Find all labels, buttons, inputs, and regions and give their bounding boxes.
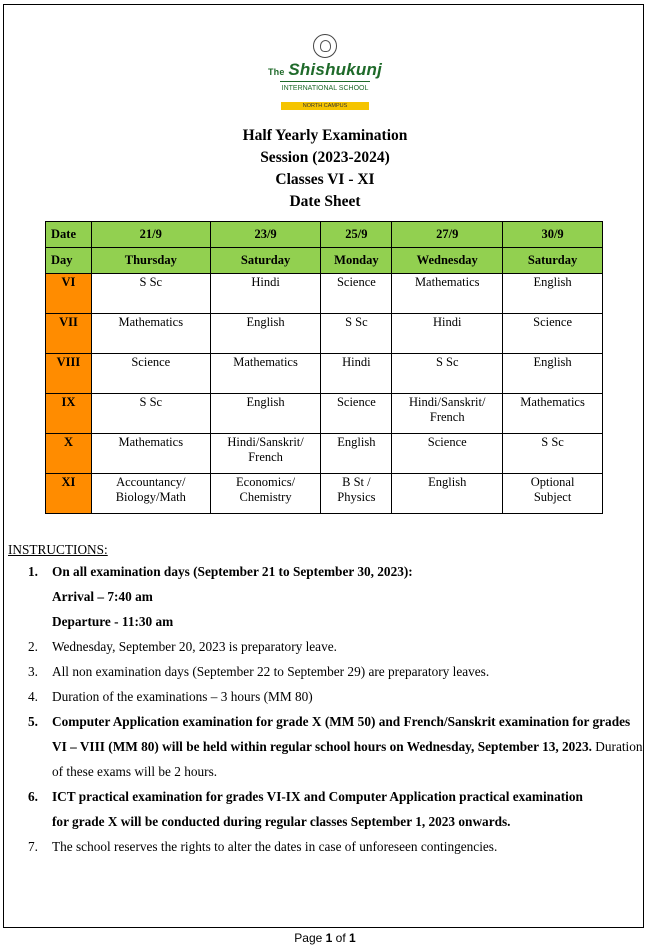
subject-line: B St / bbox=[342, 475, 371, 489]
date-cell: 21/9 bbox=[91, 222, 210, 248]
date-cell: 30/9 bbox=[503, 222, 603, 248]
subject-cell bbox=[210, 394, 321, 434]
subject-line: English bbox=[337, 435, 376, 449]
instruction-line: Wednesday, September 20, 2023 is preparatory leave. bbox=[52, 639, 337, 654]
subject-cell bbox=[503, 434, 603, 474]
subject-line: Science bbox=[336, 395, 376, 409]
subject-line: Subject bbox=[533, 490, 572, 504]
date-label: Date bbox=[46, 222, 92, 248]
instruction-number: 7. bbox=[28, 839, 38, 854]
subject-line: Science bbox=[533, 315, 572, 329]
instruction-line: for grade X will be conducted during regular classes September 1, 2023 onwards. bbox=[52, 814, 511, 829]
day-cell: Saturday bbox=[210, 248, 321, 274]
class-cell: VIII bbox=[46, 354, 92, 394]
subject-cell bbox=[392, 394, 503, 434]
subject-cell bbox=[91, 354, 210, 394]
instruction-item bbox=[8, 784, 643, 834]
subject-cell bbox=[321, 474, 392, 514]
instruction-bold-text: Computer Application examination for grade X (MM 50) and French/Sanskrit examination for grades VI – VIII (MM 80) will be held within regular school hours on Wednesday, September 13, 2023. bbox=[52, 714, 631, 754]
subject-line: Hindi/Sanskrit/ bbox=[409, 395, 486, 409]
instruction-item bbox=[8, 684, 643, 709]
subject-line: English bbox=[533, 275, 572, 289]
subject-line: S Sc bbox=[139, 395, 163, 409]
exam-title: Half Yearly Examination bbox=[242, 127, 408, 144]
class-cell: X bbox=[46, 434, 92, 474]
instruction-number: 1. bbox=[28, 564, 38, 579]
day-cell: Saturday bbox=[503, 248, 603, 274]
subject-line: Mathematics bbox=[520, 395, 585, 409]
subject-cell bbox=[321, 274, 392, 314]
subject-cell bbox=[210, 354, 321, 394]
instruction-number: 4. bbox=[28, 689, 38, 704]
instruction-line: All non examination days (September 22 to September 29) are preparatory leaves. bbox=[52, 664, 490, 679]
subject-line: Mathematics bbox=[233, 355, 298, 369]
subject-cell bbox=[210, 434, 321, 474]
subject-line: Chemistry bbox=[239, 490, 292, 504]
subject-line: Mathematics bbox=[118, 315, 184, 329]
class-row bbox=[46, 354, 603, 394]
class-row bbox=[46, 394, 603, 434]
footer-of: of bbox=[332, 931, 350, 945]
instruction-line: Departure - 11:30 am bbox=[52, 614, 174, 629]
date-row bbox=[46, 222, 603, 248]
subject-line: Biology/Math bbox=[115, 490, 186, 504]
subject-line: S Sc bbox=[345, 315, 368, 329]
subject-cell bbox=[91, 394, 210, 434]
instruction-number: 3. bbox=[28, 664, 38, 679]
date-cell: 25/9 bbox=[321, 222, 392, 248]
instruction-line: The school reserves the rights to alter the dates in case of unforeseen contingencies. bbox=[52, 839, 498, 854]
subject-line: Hindi bbox=[342, 355, 371, 369]
subject-cell bbox=[321, 314, 392, 354]
class-cell: VII bbox=[46, 314, 92, 354]
subject-cell bbox=[91, 274, 210, 314]
subject-line: English bbox=[246, 315, 285, 329]
day-label: Day bbox=[46, 248, 92, 274]
subject-line: French bbox=[248, 450, 283, 464]
instruction-line: On all examination days (September 21 to September 30, 2023): bbox=[52, 564, 413, 579]
instruction-text: Duration of these exams will be 2 hours. bbox=[52, 739, 643, 779]
school-emblem-icon bbox=[313, 34, 337, 58]
datesheet-title: Date Sheet bbox=[289, 193, 361, 210]
subject-line: S Sc bbox=[541, 435, 564, 449]
class-cell: IX bbox=[46, 394, 92, 434]
instructions-heading: INSTRUCTIONS: bbox=[8, 542, 108, 557]
subject-line: English bbox=[428, 475, 467, 489]
session-title: Session (2023-2024) bbox=[260, 149, 390, 166]
instructions-list bbox=[8, 559, 643, 859]
date-sheet-table bbox=[45, 221, 603, 514]
subject-cell bbox=[91, 434, 210, 474]
instruction-item bbox=[8, 709, 643, 784]
instruction-item bbox=[8, 659, 643, 684]
instruction-item bbox=[8, 834, 643, 859]
document-titles bbox=[0, 125, 650, 213]
date-cell: 23/9 bbox=[210, 222, 321, 248]
subject-cell bbox=[503, 314, 603, 354]
footer-prefix: Page bbox=[294, 931, 326, 945]
instruction-line: Duration of the examinations – 3 hours (MM 80) bbox=[52, 689, 313, 704]
subject-line: Hindi bbox=[432, 315, 462, 329]
subject-cell bbox=[210, 314, 321, 354]
subject-line: S Sc bbox=[139, 275, 163, 289]
instruction-number: 2. bbox=[28, 639, 38, 654]
instruction-number: 6. bbox=[28, 789, 38, 804]
instruction-line: Arrival – 7:40 am bbox=[52, 589, 153, 604]
date-cell: 27/9 bbox=[392, 222, 503, 248]
subject-line: Science bbox=[427, 435, 467, 449]
subject-line: Optional bbox=[530, 475, 575, 489]
class-row bbox=[46, 434, 603, 474]
subject-line: Mathematics bbox=[118, 435, 184, 449]
class-row bbox=[46, 274, 603, 314]
footer-current-page: 1 bbox=[325, 931, 333, 945]
footer-total-pages: 1 bbox=[349, 931, 356, 945]
subject-cell bbox=[392, 274, 503, 314]
school-logo bbox=[0, 34, 650, 112]
school-name bbox=[0, 62, 650, 80]
subject-line: Science bbox=[336, 275, 376, 289]
subject-cell bbox=[503, 274, 603, 314]
subject-cell bbox=[392, 314, 503, 354]
subject-cell bbox=[392, 434, 503, 474]
school-name-prefix: The bbox=[267, 67, 285, 77]
subject-line: Hindi bbox=[251, 275, 280, 289]
subject-line: S Sc bbox=[435, 355, 459, 369]
day-cell: Wednesday bbox=[392, 248, 503, 274]
subject-line: French bbox=[429, 410, 465, 424]
subject-cell bbox=[503, 474, 603, 514]
campus-band: NORTH CAMPUS bbox=[281, 102, 370, 110]
subject-cell bbox=[392, 474, 503, 514]
subject-cell bbox=[503, 394, 603, 434]
subject-cell bbox=[210, 474, 321, 514]
subject-cell bbox=[91, 474, 210, 514]
school-subtitle: INTERNATIONAL SCHOOL bbox=[281, 85, 369, 92]
day-cell: Thursday bbox=[91, 248, 210, 274]
subject-cell bbox=[321, 434, 392, 474]
subject-line: Accountancy/ bbox=[116, 475, 186, 489]
subject-cell bbox=[321, 354, 392, 394]
school-name-main: Shishukunj bbox=[288, 60, 383, 79]
subject-line: Mathematics bbox=[414, 275, 480, 289]
instructions-section bbox=[8, 541, 643, 859]
subject-cell bbox=[321, 394, 392, 434]
subject-cell bbox=[210, 274, 321, 314]
subject-cell bbox=[91, 314, 210, 354]
page-footer bbox=[0, 931, 650, 945]
class-cell: VI bbox=[46, 274, 92, 314]
class-cell: XI bbox=[46, 474, 92, 514]
instruction-item bbox=[8, 559, 643, 634]
logo-divider bbox=[280, 81, 370, 82]
classes-title: Classes VI - XI bbox=[275, 171, 375, 188]
subject-line: Physics bbox=[337, 490, 376, 504]
subject-cell bbox=[392, 354, 503, 394]
class-row bbox=[46, 314, 603, 354]
day-row bbox=[46, 248, 603, 274]
class-row bbox=[46, 474, 603, 514]
day-cell: Monday bbox=[321, 248, 392, 274]
subject-line: English bbox=[246, 395, 285, 409]
instruction-number: 5. bbox=[28, 714, 38, 729]
subject-line: Hindi/Sanskrit/ bbox=[227, 435, 304, 449]
subject-line: Science bbox=[131, 355, 171, 369]
instruction-line: ICT practical examination for grades VI-IX and Computer Application practical examination bbox=[52, 789, 583, 804]
instruction-item bbox=[8, 634, 643, 659]
subject-cell bbox=[503, 354, 603, 394]
subject-line: Economics/ bbox=[236, 475, 296, 489]
subject-line: English bbox=[533, 355, 572, 369]
